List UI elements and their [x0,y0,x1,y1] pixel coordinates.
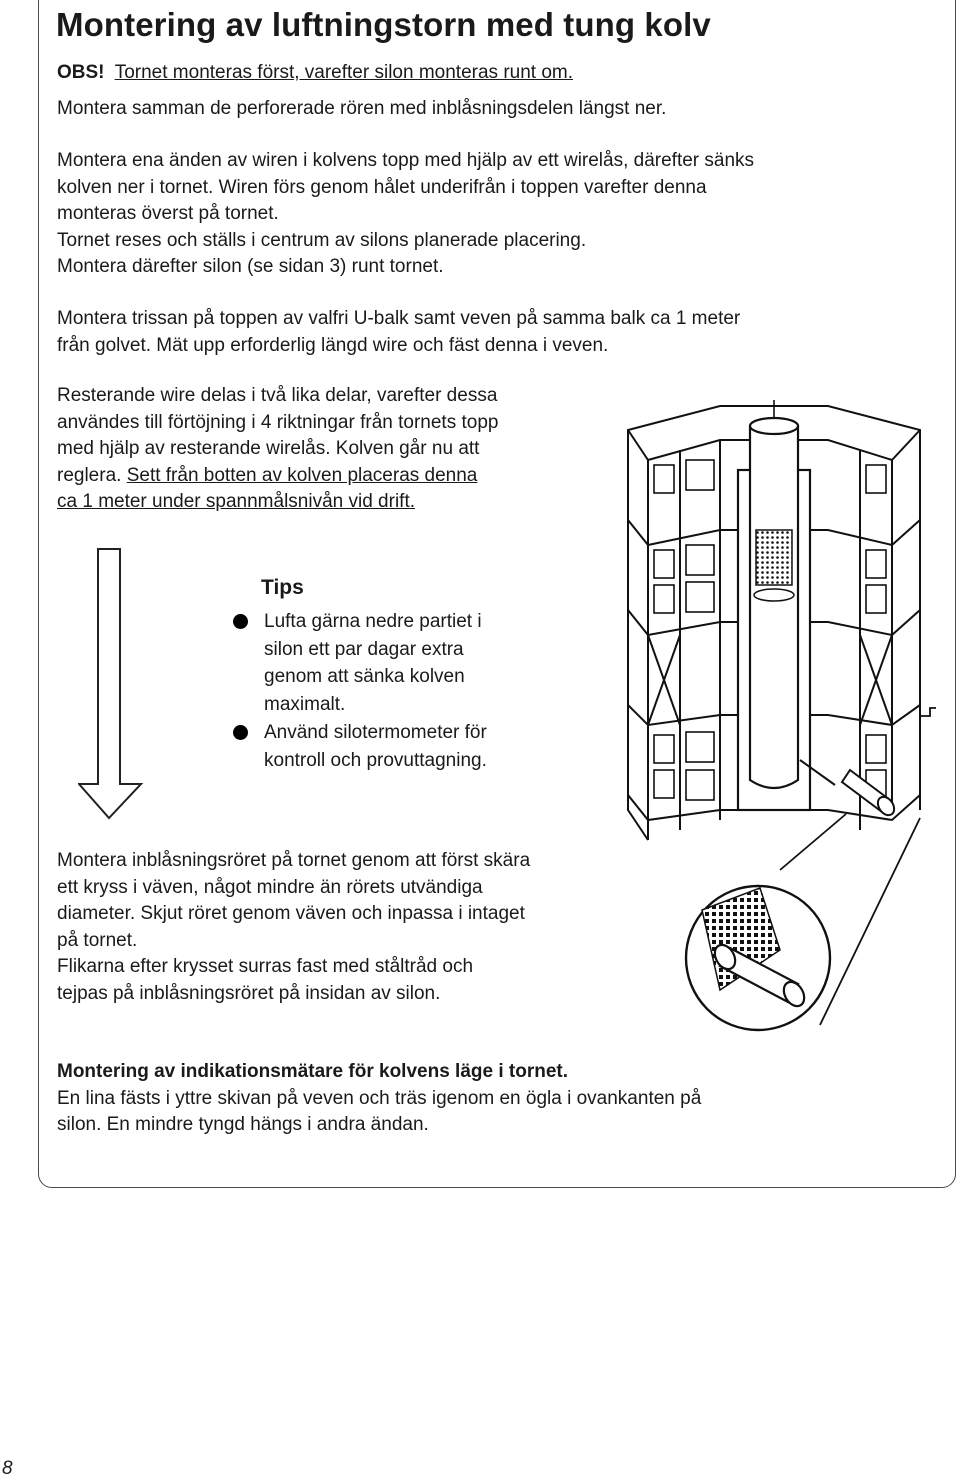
paragraph-inlet [57,848,530,1007]
text-line: ett kryss i väven, något mindre än rörets utvändiga [57,876,483,898]
down-arrow-icon [78,548,144,820]
text-line: Flikarna efter krysset surras fast med ståltråd och [57,956,474,977]
text-line [57,463,498,490]
text-line-underlined: ca 1 meter under spannmålsnivån vid drift. [57,491,416,512]
obs-note [57,60,573,87]
page-title: Montering av luftningstorn med tung kolv [56,6,711,43]
obs-text: Tornet monteras först, varefter silon monteras runt om. [114,62,574,83]
text-line: användes till förtöjning i 4 riktningar från tornets topp [57,411,499,433]
text-line: maximalt. [264,693,346,715]
text-line: Montera samman de perforerade rören med inblåsningsdelen längst ner. [57,98,667,119]
text-line: En lina fästs i yttre skivan på veven och träs igenom en ögla i ovankanten på [57,1087,702,1109]
text-line: Använd silotermometer för [264,722,487,743]
text-line: Montera trissan på toppen av valfri U-balk samt veven på samma balk ca 1 meter [57,308,741,329]
bullet-icon [233,614,248,629]
text-plain: reglera. [57,464,127,486]
tips-heading: Tips [261,576,304,599]
text-line: silon ett par dagar extra [264,638,464,660]
text-line: på tornet. [57,929,138,951]
text-line: kontroll och provuttagning. [264,749,487,771]
text-line: kolven ner i tornet. Wiren förs genom hålet underifrån i toppen varefter denna [57,176,707,198]
text-line: Resterande wire delas i två lika delar, varefter dessa [57,385,498,406]
page-number: 8 [2,1458,13,1479]
text-line: Montera ena änden av wiren i kolvens topp med hjälp av ett wirelås, därefter sänks [57,150,755,171]
tip-item [264,608,482,718]
section-heading: Montering av indikationsmätare för kolvens läge i tornet. [57,1061,568,1082]
text-underlined: Sett från botten av kolven placeras denna [126,464,478,486]
text-line: tejpas på inblåsningsröret på insidan av silon. [57,982,441,1004]
text-line: Tornet reses och ställs i centrum av silons planerade placering. [57,229,587,251]
text-line: silon. En mindre tyngd hängs i andra ändan. [57,1114,429,1135]
text-line: diameter. Skjut röret genom väven och inpassa i intaget [57,903,525,924]
text-line: med hjälp av resterande wirelås. Kolven går nu att [57,438,480,459]
bullet-icon [233,725,248,740]
text-line: Montera därefter silon (se sidan 3) runt tornet. [57,256,444,277]
tip-item [264,719,487,774]
text-line: från golvet. Mät upp erforderlig längd wire och fäst denna i veven. [57,334,609,356]
obs-label: OBS! [57,62,105,83]
paragraph-mooring [57,383,498,516]
paragraph-wire [57,148,754,281]
aeration-tower-illustration [620,400,942,1042]
text-line: genom att sänka kolven [264,666,465,687]
paragraph-assembly [57,96,666,123]
paragraph-pulley [57,306,740,359]
text-line: Montera inblåsningsröret på tornet genom att först skära [57,850,531,871]
text-line: monteras överst på tornet. [57,203,279,224]
text-line: Lufta gärna nedre partiet i [264,611,482,632]
paragraph-indicator [57,1059,701,1139]
